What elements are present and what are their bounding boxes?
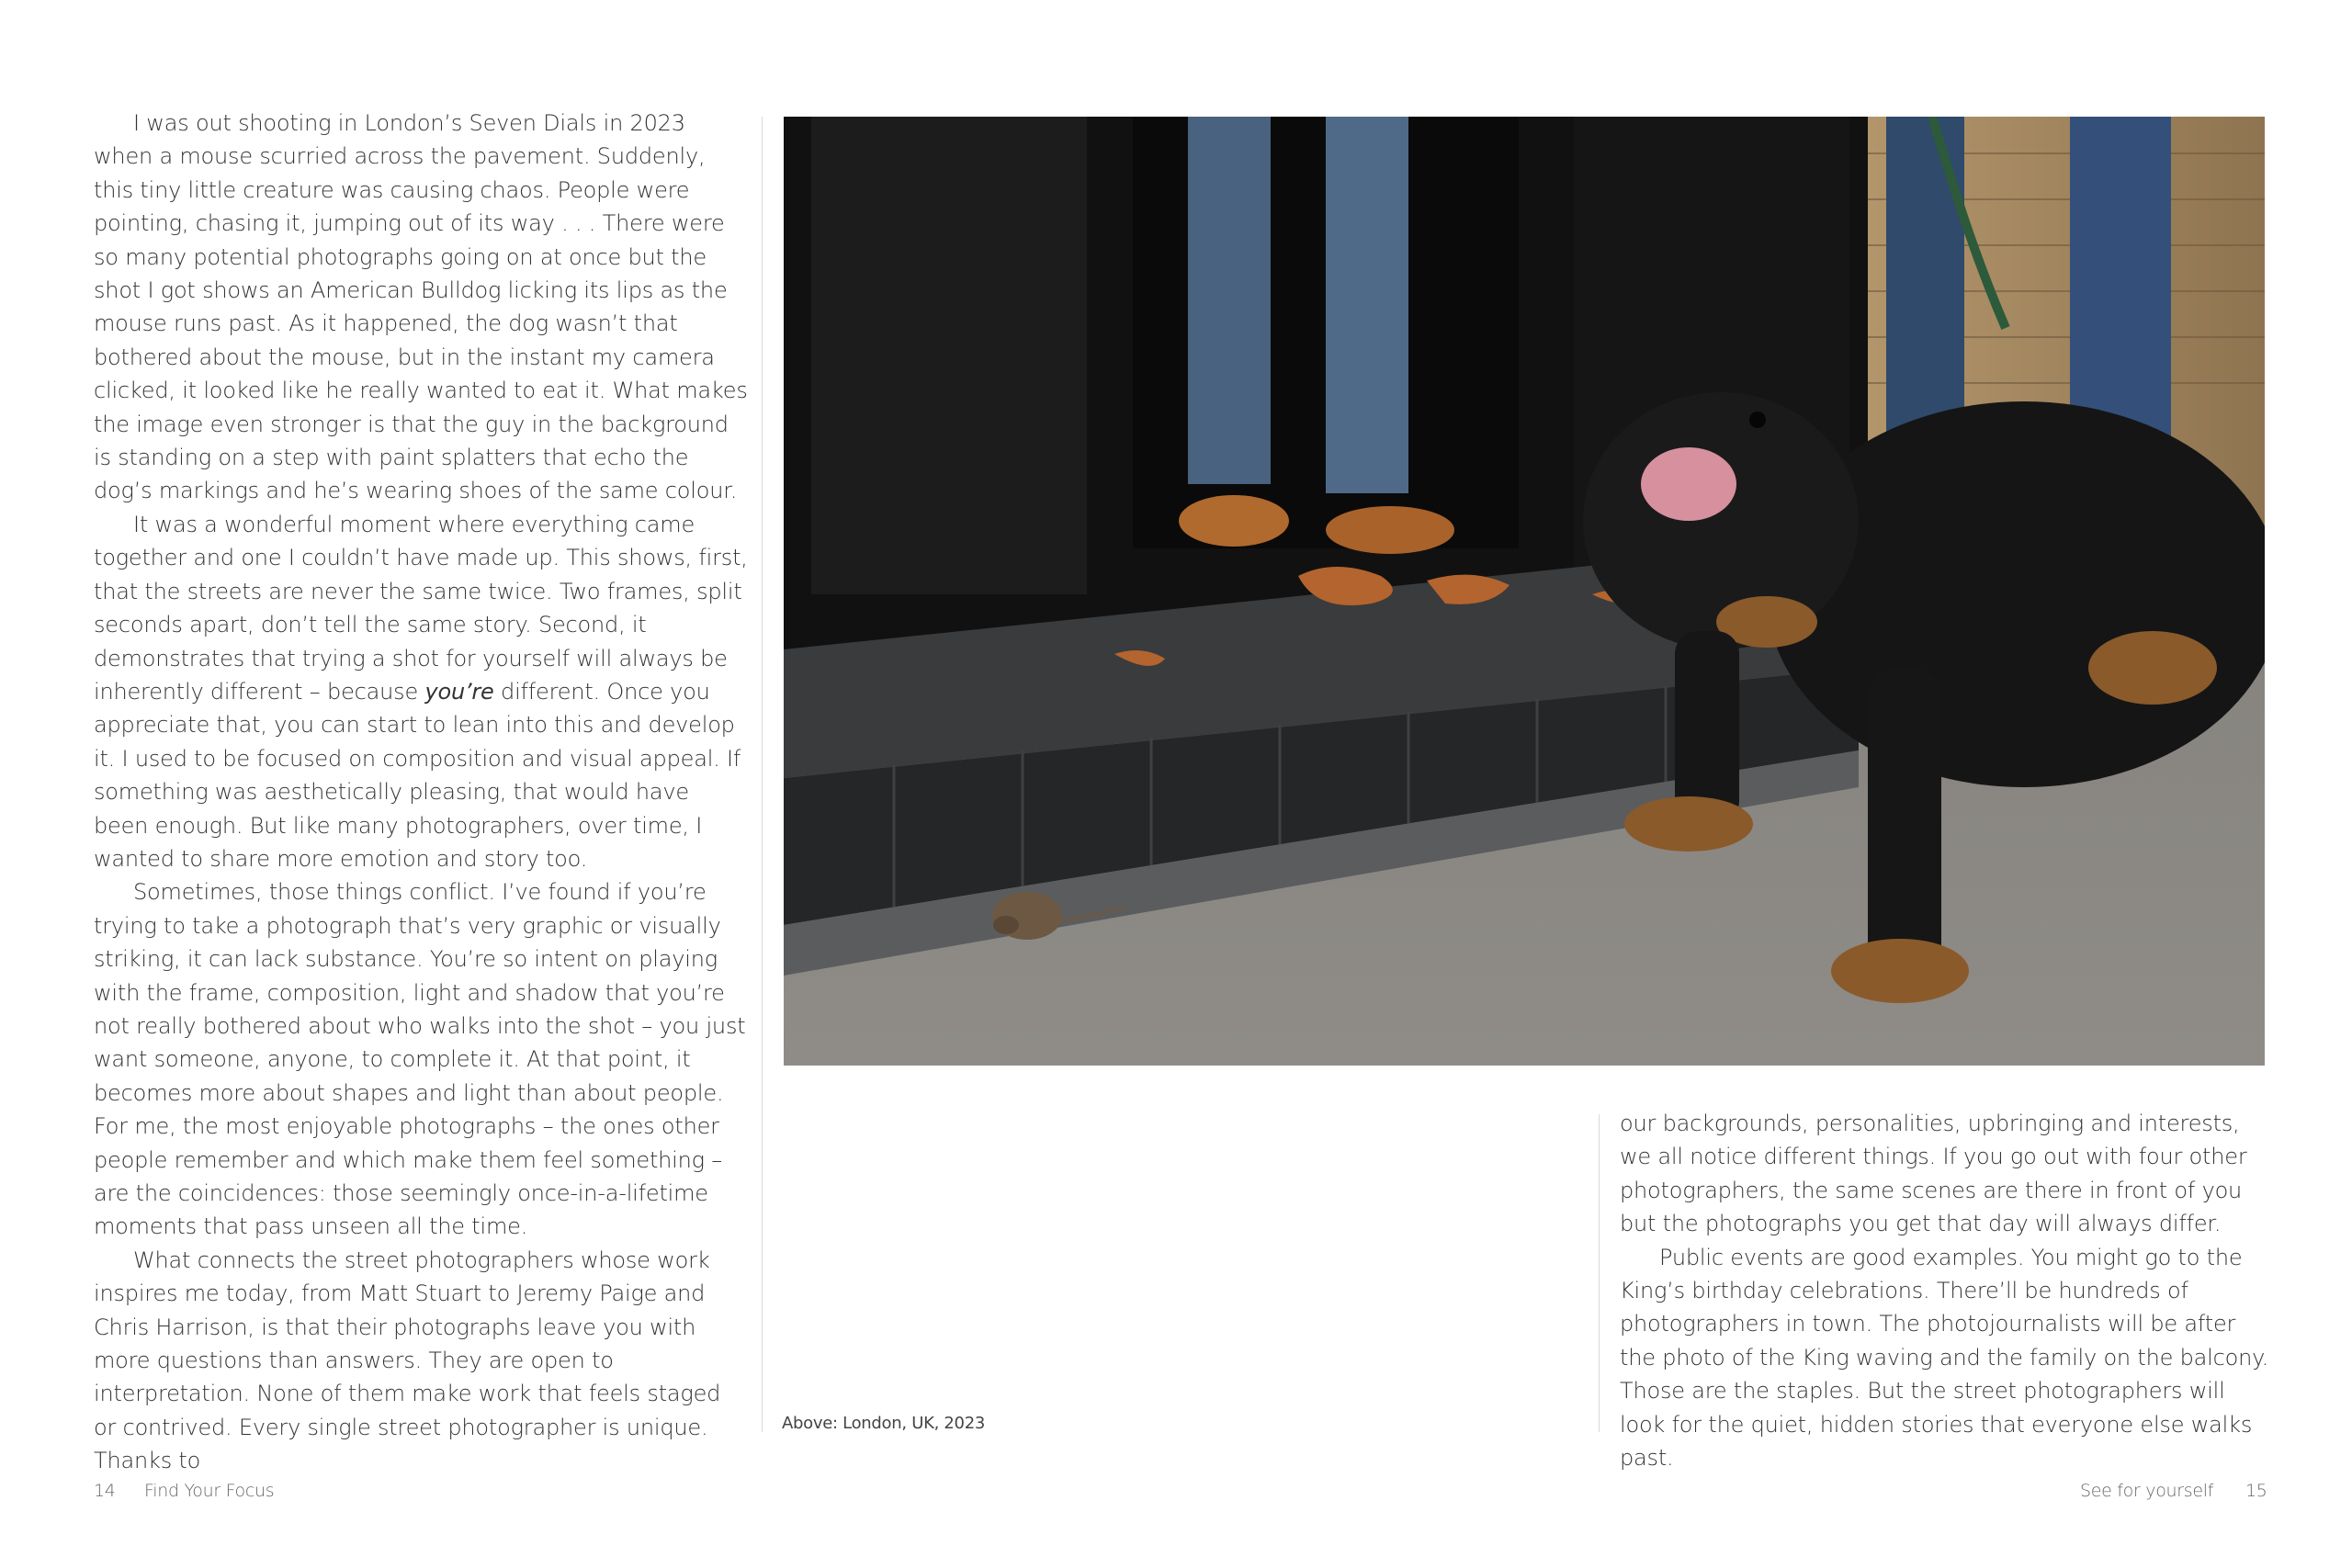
right-page-number: 15 [2245, 1481, 2267, 1501]
photograph-bulldog-and-mouse [784, 117, 2265, 1066]
right-running-title: See for yourself [2080, 1481, 2214, 1501]
paragraph-text: different. Once you appreciate that, you can start to lean into this and develop it. I used to be focused on composition and visual appeal. If something was aesthetically pleasing, that would have been enough. But like many photographers, over time, I wanted to share more emotion and story too. [94, 678, 741, 872]
paragraph [94, 508, 748, 875]
column-divider [1599, 1114, 1600, 1432]
column-divider [762, 117, 763, 1432]
left-text-column [94, 107, 748, 1478]
photo-caption: Above: London, UK, 2023 [782, 1414, 986, 1433]
paragraph: I was out shooting in London’s Seven Dials in 2023 when a mouse scurried across the pavement. Suddenly, this tiny little creature was causing chaos. People were pointing, chasing it, jumping out of its way . . . There were so many potential photographs going on at once but the shot I got shows an American Bulldog licking its lips as the mouse runs past. As it happened, the dog wasn’t that bothered about the mouse, but in the instant my camera clicked, it looked like he really wanted to eat it. What makes the image even stronger is that the guy in the background is standing on a step with paint splatters that echo the dog’s markings and he’s wearing shoes of the same colour. [94, 110, 748, 504]
paragraph: our backgrounds, personalities, upbringing and interests, we all notice different things. If you go out with four other photographers, the same scenes are there in front of you but the photographs you get that day will always differ. [1620, 1111, 2247, 1237]
right-text-column [1620, 1107, 2274, 1474]
left-running-title: Find Your Focus [144, 1481, 275, 1501]
paragraph-text: It was a wonderful moment where everything came together and one I couldn’t have made up. This shows, first, that the streets are never the same twice. Two frames, split seconds apart, don’t tell the same story. Second, it demonstrates that trying a shot for yourself will always be inherently different – because [94, 511, 748, 705]
paragraph: Public events are good examples. You might go to the King’s birthday celebrations. There’ll be hundreds of photographers in town. The photojournalists will be after the photo of the King waving and the family on the balcony. Those are the staples. But the street photographers will look for the quiet, hidden stories that everyone else walks past. [1620, 1244, 2269, 1472]
left-page-number: 14 [94, 1481, 116, 1501]
photo-illustration [784, 117, 2265, 1066]
paragraph: Sometimes, those things conflict. I’ve found if you’re trying to take a photograph that’s very graphic or visually striking, it can lack substance. You’re so intent on playing with the frame, composition, light and shadow that you’re not really bothered about who walks into the shot – you just want someone, anyone, to complete it. At that point, it becomes more about shapes and light than about people. For me, the most enjoyable photographs – the ones other people remember and which make them feel something – are the coincidences: those seemingly once-in-a-lifetime moments that pass unseen all the time. [94, 879, 746, 1240]
emphasis-text: you’re [424, 678, 494, 705]
paragraph: What connects the street photographers whose work inspires me today, from Matt Stuart to Jeremy Paige and Chris Harrison, is that their photographs leave you with more questions than answers. They are open to interpretation. None of them make work that feels staged or contrived. Every single street photographer is unique. Thanks to [94, 1247, 721, 1474]
